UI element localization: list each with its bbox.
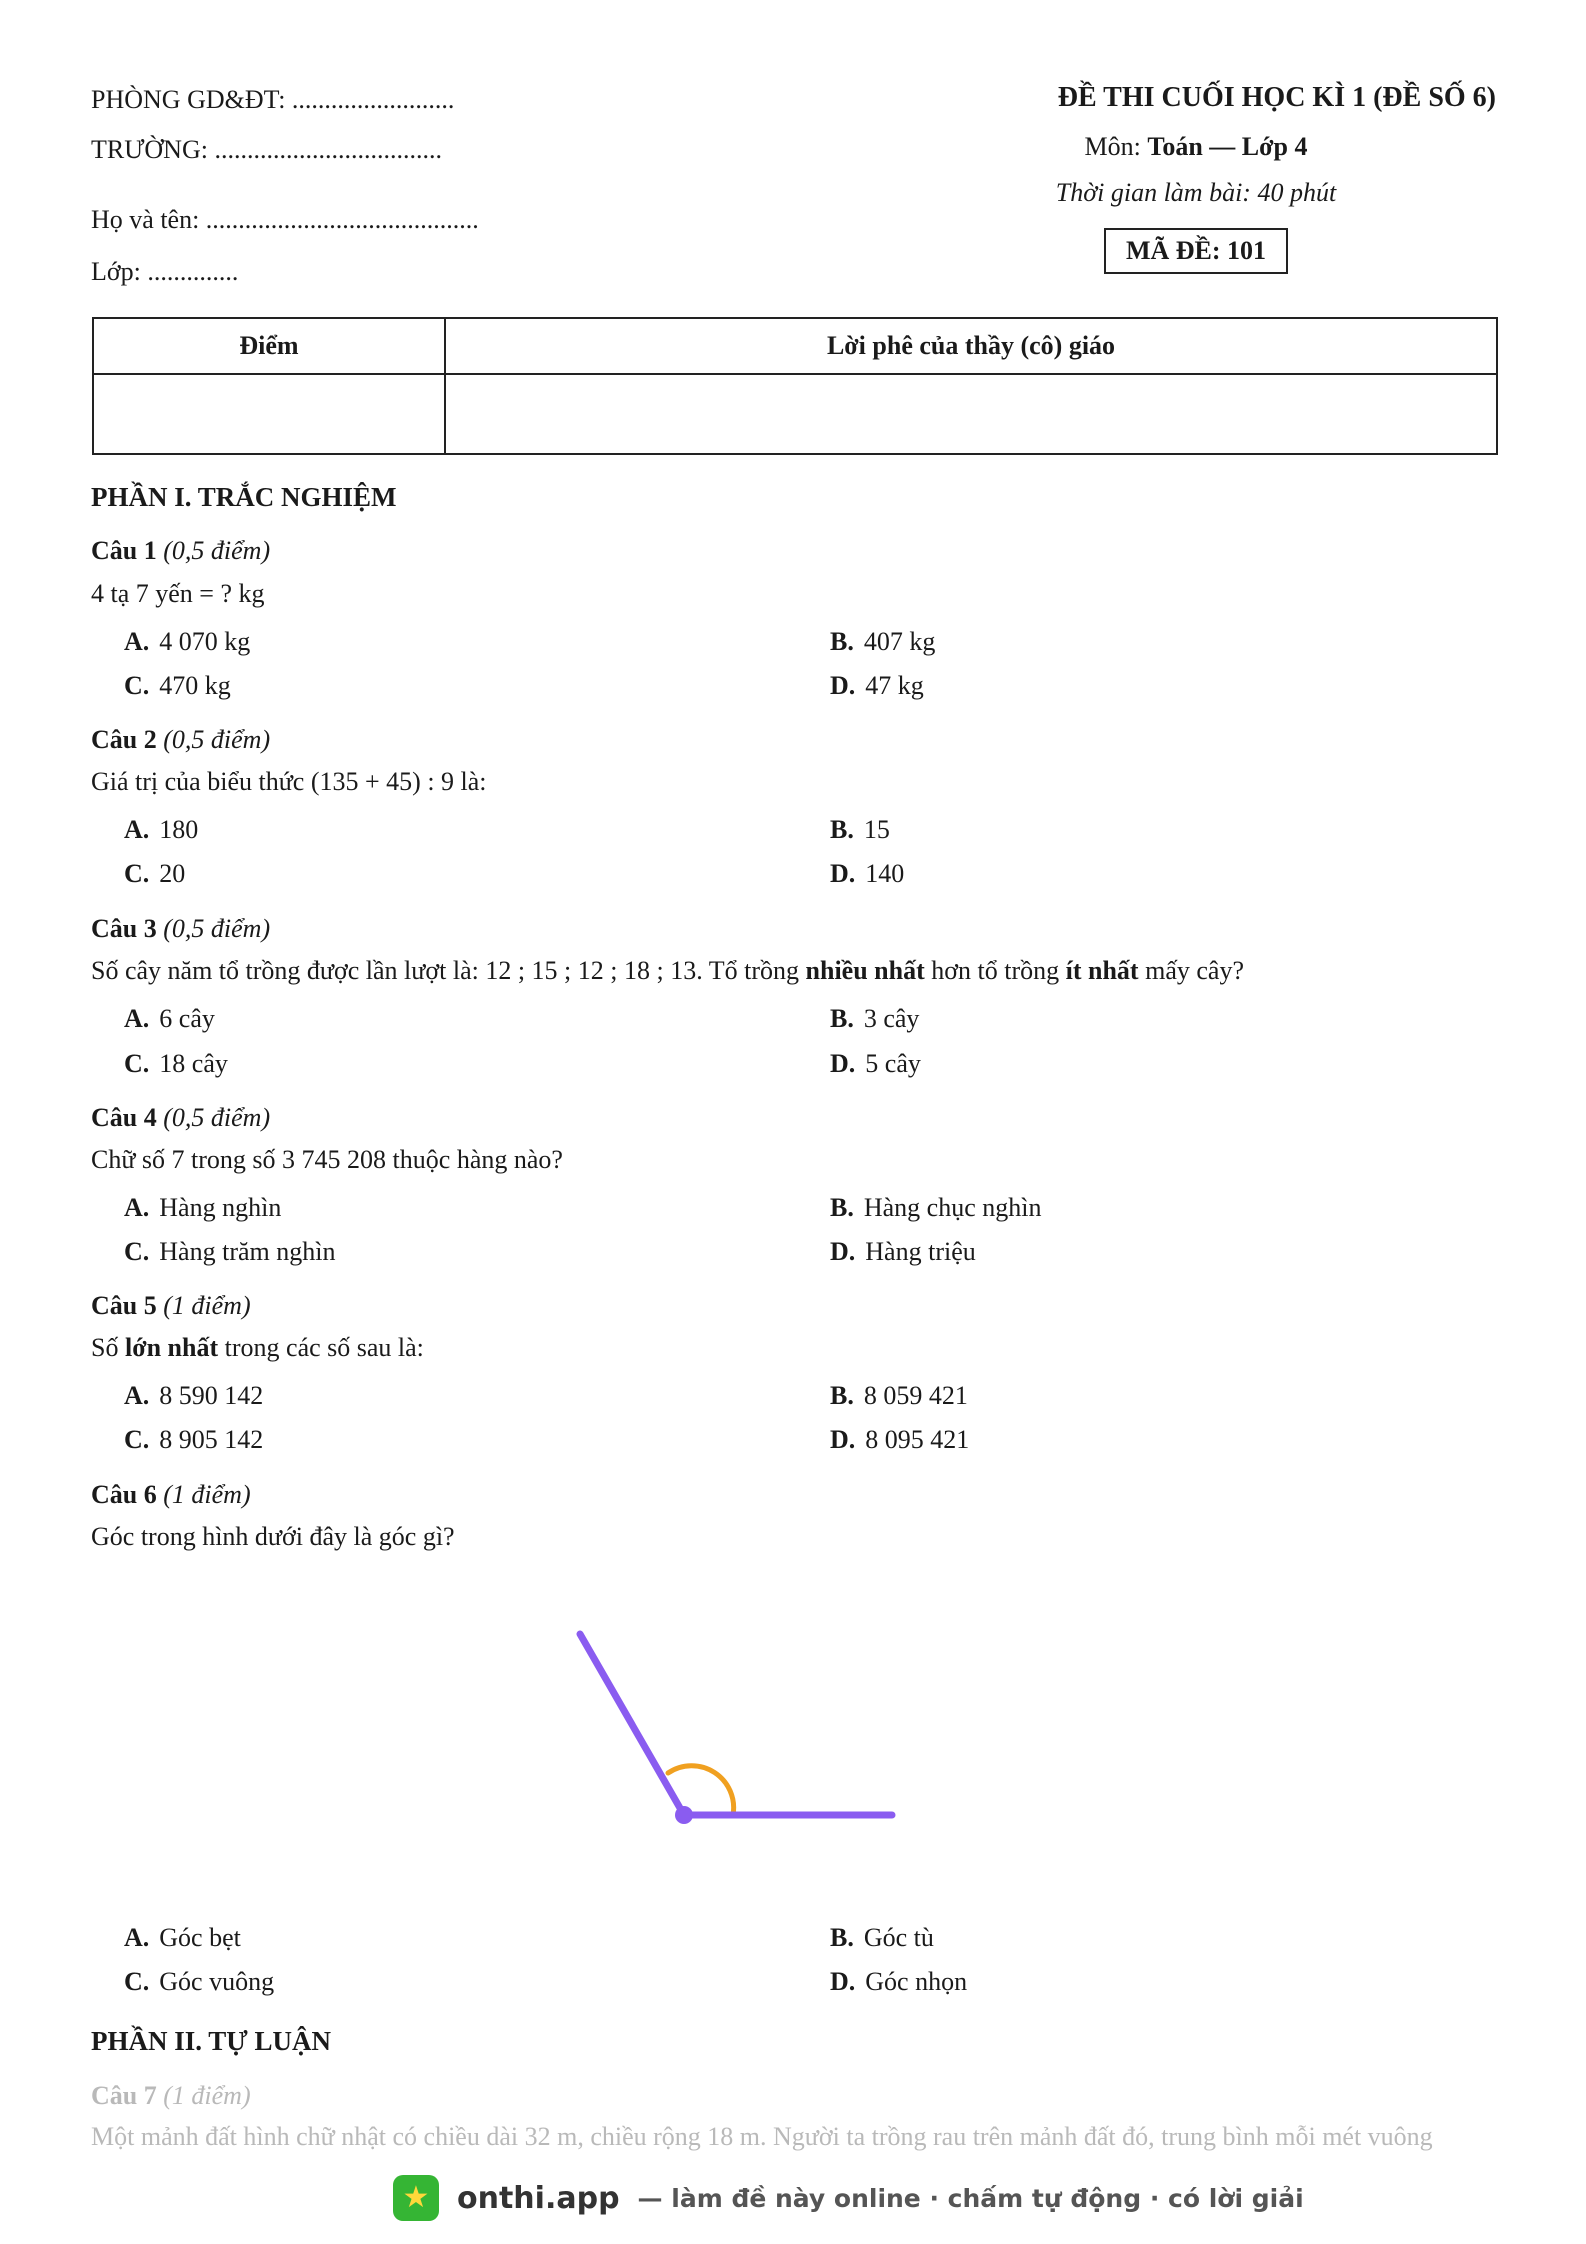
q3-option-a[interactable]: A. 6 cây [124, 1004, 215, 1033]
q2-option-c[interactable]: C. 20 [124, 859, 186, 888]
score-cell[interactable] [93, 374, 445, 454]
q1-option-a[interactable]: A. 4 070 kg [124, 627, 251, 656]
q5-option-b[interactable]: B. 8 059 421 [830, 1381, 968, 1410]
comment-header: Lời phê của thầy (cô) giáo [445, 318, 1497, 374]
q2-label: Câu 2 (0,5 điểm) [91, 725, 271, 754]
q3-option-b[interactable]: B. 3 cây [830, 1004, 920, 1033]
q3-label: Câu 3 (0,5 điểm) [91, 914, 271, 943]
angle-figure [540, 1610, 920, 1840]
q7-stem: Một mảnh đất hình chữ nhật có chiều dài 32 m, chiều rộng 18 m. Người ta trồng rau trên mảnh đất đó, trung bình mỗi mét vuông [91, 2122, 1433, 2151]
q3-option-d[interactable]: D. 5 cây [830, 1049, 921, 1078]
name-field: Họ và tên: .......................................... [91, 205, 479, 234]
q4-option-b[interactable]: B. Hàng chục nghìn [830, 1193, 1042, 1222]
q4-option-c[interactable]: C. Hàng trăm nghìn [124, 1237, 336, 1266]
q1-option-d[interactable]: D. 47 kg [830, 671, 924, 700]
q2-stem: Giá trị của biểu thức (135 + 45) : 9 là: [91, 767, 487, 796]
q5-option-d[interactable]: D. 8 095 421 [830, 1425, 970, 1454]
q4-label: Câu 4 (0,5 điểm) [91, 1103, 271, 1132]
q4-option-a[interactable]: A. Hàng nghìn [124, 1193, 282, 1222]
exam-title: ĐỀ THI CUỐI HỌC KÌ 1 (ĐỀ SỐ 6) [1057, 82, 1496, 113]
q6-label: Câu 6 (1 điểm) [91, 1480, 251, 1509]
q6-option-c[interactable]: C. Góc vuông [124, 1967, 275, 1996]
exam-time: Thời gian làm bài: 40 phút [1055, 178, 1337, 207]
part2-heading: PHẦN II. TỰ LUẬN [91, 2026, 332, 2056]
class-field: Lớp: .............. [91, 257, 239, 286]
q6-stem: Góc trong hình dưới đây là góc gì? [91, 1522, 455, 1551]
footer-brand[interactable] [393, 2175, 1304, 2221]
q6-option-a[interactable]: A. Góc bẹt [124, 1923, 241, 1952]
part1-heading: PHẦN I. TRẮC NGHIỆM [91, 482, 397, 512]
q5-option-a[interactable]: A. 8 590 142 [124, 1381, 264, 1410]
exam-subject: Môn: Toán — Lớp 4 [1084, 132, 1308, 161]
exam-code: MÃ ĐỀ: 101 [1104, 228, 1288, 274]
q5-stem: Số lớn nhất trong các số sau là: [91, 1333, 424, 1362]
q5-label: Câu 5 (1 điểm) [91, 1291, 251, 1320]
q2-option-d[interactable]: D. 140 [830, 859, 905, 888]
brand-tagline: — làm đề này online · chấm tự động · có lời giải [637, 2183, 1304, 2213]
q6-option-d[interactable]: D. Góc nhọn [830, 1967, 968, 1996]
q5-option-c[interactable]: C. 8 905 142 [124, 1425, 264, 1454]
comment-cell[interactable] [445, 374, 1497, 454]
star-icon: ★ [393, 2175, 439, 2221]
q7-label: Câu 7 (1 điểm) [91, 2081, 251, 2110]
header-right [896, 82, 1496, 274]
score-header: Điểm [93, 318, 445, 374]
brand-name[interactable]: onthi.app [457, 2180, 620, 2216]
angle-ray-upper [580, 1634, 684, 1815]
q1-option-b[interactable]: B. 407 kg [830, 627, 936, 656]
grade-table [92, 317, 1498, 455]
q3-stem: Số cây năm tổ trồng được lần lượt là: 12 ; 15 ; 12 ; 18 ; 13. Tổ trồng nhiều nhất hơn tổ trồng ít nhất mấy cây? [91, 956, 1244, 985]
q3-option-c[interactable]: C. 18 cây [124, 1049, 228, 1078]
q2-option-b[interactable]: B. 15 [830, 815, 890, 844]
truong-field: TRƯỜNG: ................................... [91, 135, 442, 164]
q1-label: Câu 1 (0,5 điểm) [91, 536, 271, 565]
angle-vertex [675, 1806, 693, 1824]
q1-stem: 4 tạ 7 yến = ? kg [91, 579, 265, 608]
q2-option-a[interactable]: A. 180 [124, 815, 199, 844]
phong-field: PHÒNG GD&ĐT: ......................... [91, 85, 455, 114]
q4-option-d[interactable]: D. Hàng triệu [830, 1237, 976, 1266]
q1-option-c[interactable]: C. 470 kg [124, 671, 231, 700]
q4-stem: Chữ số 7 trong số 3 745 208 thuộc hàng nào? [91, 1145, 563, 1174]
q6-option-b[interactable]: B. Góc tù [830, 1923, 934, 1952]
footer-banner[interactable] [0, 2162, 1586, 2244]
